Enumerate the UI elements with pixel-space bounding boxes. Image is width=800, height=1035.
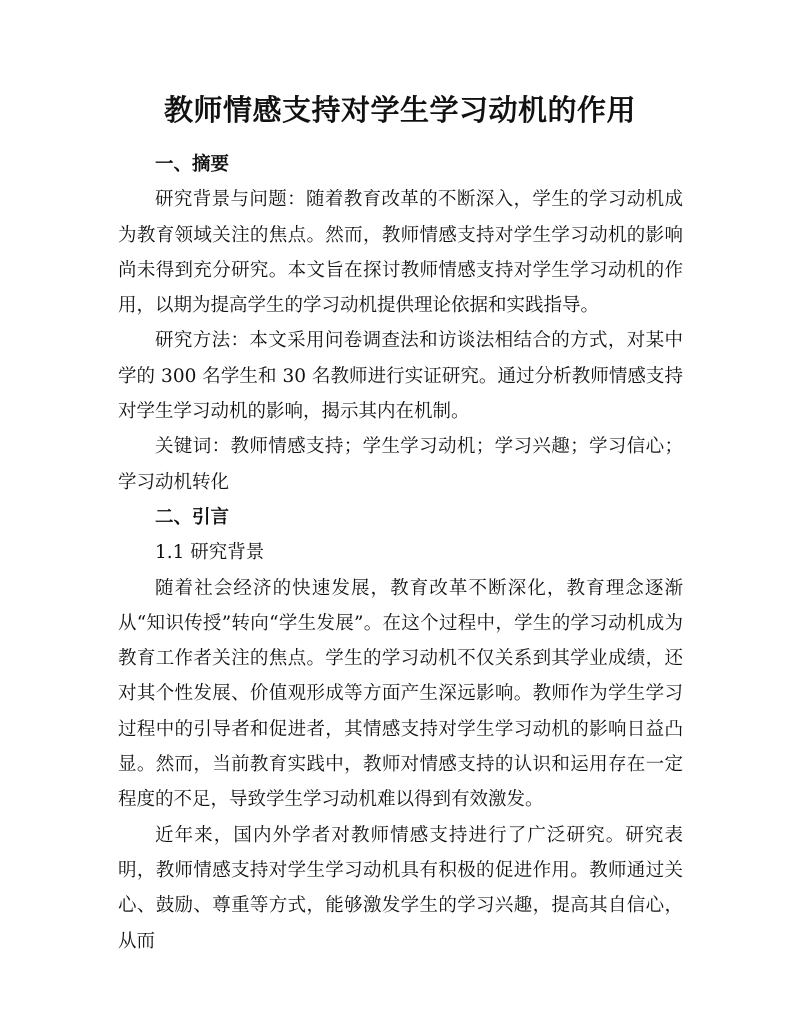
- section-heading-introduction: 二、引言: [155, 506, 230, 528]
- introduction-paragraph-2: 近年来，国内外学者对教师情感支持进行了广泛研究。研究表明，教师情感支持对学生学习动机具有积极的促进作用。教师通过关心、鼓励、尊重等方式，能够激发学生的学习兴趣，提高其自信心，从而: [118, 824, 683, 952]
- keywords-paragraph: 关键词：教师情感支持；学生学习动机；学习兴趣；学习信心；学习动机转化: [118, 436, 683, 493]
- introduction-paragraph-1: 随着社会经济的快速发展，教育改革不断深化，教育理念逐渐从“知识传授”转向“学生发展”。在这个过程中，学生的学习动机成为教育工作者关注的焦点。学生的学习动机不仅关系到其学业成绩，还对其个性发展、价值观形成等方面产生深远影响。教师作为学生学习过程中的引导者和促进者，其情感支持对学生学习动机的影响日益凸显。然而，当前教育实践中，教师对情感支持的认识和运用存在一定程度的不足，导致学生学习动机难以得到有效激发。: [118, 577, 683, 811]
- abstract-method-paragraph: 研究方法：本文采用问卷调查法和访谈法相结合的方式，对某中学的 300 名学生和 30 名教师进行实证研究。通过分析教师情感支持对学生学习动机的影响，揭示其内在机制。: [118, 330, 683, 423]
- abstract-background-paragraph: 研究背景与问题：随着教育改革的不断深入，学生的学习动机成为教育领域关注的焦点。然而，教师情感支持对学生学习动机的影响尚未得到充分研究。本文旨在探讨教师情感支持对学生学习动机的作用，以期为提高学生的学习动机提供理论依据和实践指导。: [118, 189, 683, 317]
- document-body: [118, 147, 683, 959]
- section-heading-abstract: 一、摘要: [155, 154, 230, 175]
- subsection-heading-background: 1.1 研究背景: [155, 542, 265, 564]
- document-title: 教师情感支持对学生学习动机的作用: [163, 93, 636, 127]
